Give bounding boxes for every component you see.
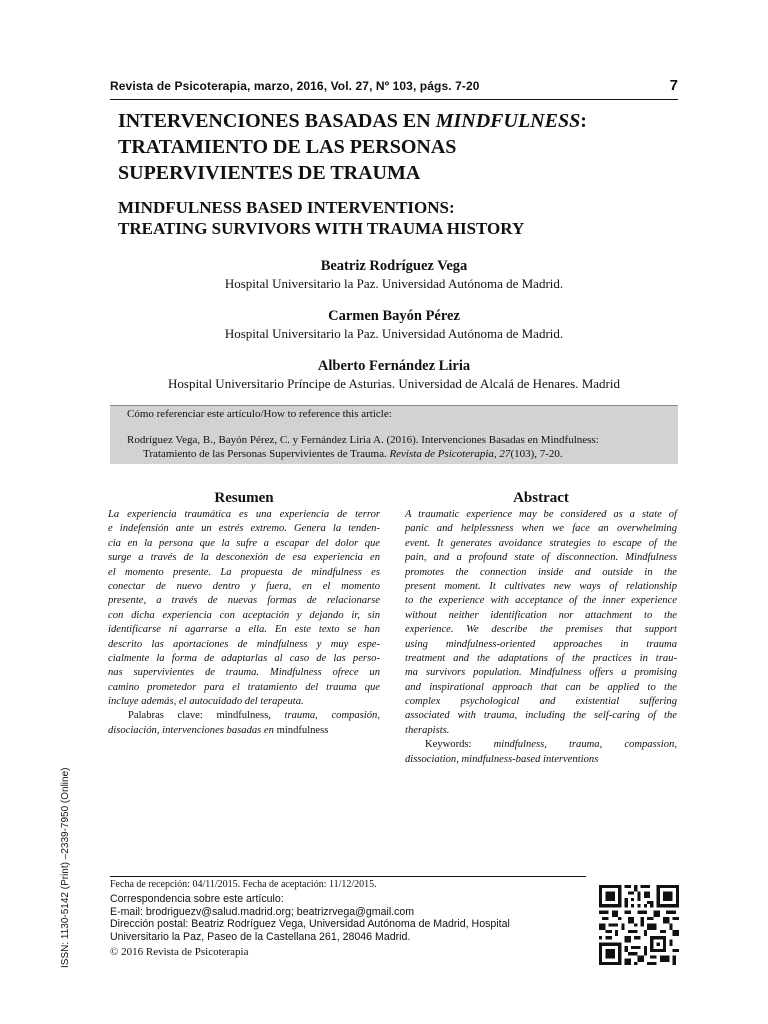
reference-citation: Rodríguez Vega, B., Bayón Pérez, C. y Fernández Liria A. (2016). Intervenciones Basadas en Mindfulness: Tratamiento de las Personas Supervivientes de Trauma. Revista de Psicoterapia, 27(103), 7-20. — [127, 434, 599, 460]
page-number: 7 — [669, 77, 678, 94]
resumen-column — [108, 488, 380, 738]
author-affiliation: Hospital Universitario la Paz. Universidad Autónoma de Madrid. — [224, 326, 564, 341]
correspondence: Correspondencia sobre este artículo: E-mail: brodriguezv@salud.madrid.org; beatrizrvega@gmail.com Dirección postal: Beatriz Rodríguez Vega, Universidad Autónoma de Madrid, Hospital Universitario la Paz, Paseo de la Castellana 261, 28046 Madrid. — [110, 893, 590, 943]
reference-label: Cómo referenciar este artículo/How to reference this article: — [127, 408, 392, 420]
submission-dates: Fecha de recepción: 04/11/2015. Fecha de aceptación: 11/12/2015. — [110, 879, 377, 890]
author-affiliation: Hospital Universitario la Paz. Universidad Autónoma de Madrid. — [224, 276, 564, 291]
title-es-line-2: TRATAMIENTO DE LAS PERSONAS — [118, 136, 457, 158]
issn-label: ISSN: 1130-5142 (Print) –2339-7950 (Online) — [60, 767, 71, 968]
abstract-keywords: Keywords: mindfulness, trauma, compassion, — [425, 739, 677, 751]
footer-notes — [110, 878, 590, 958]
qr-code-icon[interactable] — [599, 885, 679, 965]
title-es-mindfulness: MINDFULNESS — [435, 110, 581, 132]
author-block — [110, 357, 678, 393]
author-name: Alberto Fernández Liria — [317, 358, 471, 374]
title-english — [118, 197, 678, 239]
title-en-line-1: MINDFULNESS BASED INTERVENTIONS: — [118, 198, 455, 217]
copyright: © 2016 Revista de Psicoterapia — [110, 946, 249, 959]
reference-box — [110, 405, 678, 464]
resumen-heading: Resumen — [214, 490, 274, 506]
author-affiliation: Hospital Universitario Príncipe de Asturias. Universidad de Alcalá de Henares. Madrid — [168, 376, 620, 391]
resumen-keywords: Palabras clave: mindfulness, trauma, compasión, — [128, 710, 380, 722]
abstract-heading: Abstract — [513, 490, 569, 506]
running-header — [110, 79, 678, 99]
resumen-body: La experiencia traumática es una experiencia de terror e indefensión ante un estrés extremo. Genera la tenden- cia en la persona que la sufre a escapar del dolor que surge a través de la desconexión de esa experiencia en el momento presente. La propuesta de mindfulness es conectar de nuevo dentro y fuera, en el momento presente, a través de nuevas formas de relacionarse con dicha experiencia con aceptación y dejando ir, sin identificarse ni agarrarse a ella. En este texto se han descrito las aportaciones de mindfulness y muy espe- cialmente la forma de adaptarlas al caso de las perso- nas supervivientes de trauma. Mindfulness ofrece un camino prometedor para el tratamiento del trauma que incluye además, el autocuidado del terapeuta. Palabras clave: mindfulness, trauma, compasión, disociación, intervenciones basadas en mindfulness — [108, 509, 380, 736]
footer-rule — [110, 876, 586, 877]
author-block — [110, 307, 678, 343]
title-spanish — [118, 108, 678, 186]
email-line: E-mail: brodriguezv@salud.madrid.org; beatrizrvega@gmail.com — [110, 905, 415, 918]
abstract-column — [405, 488, 677, 767]
abstract-body: A traumatic experience may be considered as a state of panic and helplessness when we face an overwhelming event. It generates avoidance strategies to escape of the pain, and a profound state of disconnection. Mindfulness promotes the connection inside and outside in the present moment. It cultivates new ways of relationship to the experience with acceptance of the inner experience without neither identification nor attachment to the experience. We describe the premises that support using mindfulness-oriented approaches in trauma treatment and the adaptations of the practices in trau- ma survivors population. Mindfulness offers a promising and inspirational approach that can be applied to the complex psychological and existential suffering associated with trauma, including the self-caring of the therapists. Keywords: mindfulness, trauma, compassion, dissociation, mindfulness-based interventions — [405, 509, 677, 765]
author-name: Beatriz Rodríguez Vega — [320, 258, 468, 274]
journal-citation: Revista de Psicoterapia, marzo, 2016, Vol. 27, Nº 103, págs. 7-20 — [110, 79, 480, 93]
author-name: Carmen Bayón Pérez — [328, 308, 460, 324]
author-block — [110, 257, 678, 293]
title-en-line-2: TREATING SURVIVORS WITH TRAUMA HISTORY — [118, 219, 525, 238]
title-es-line-1: INTERVENCIONES BASADAS EN MINDFULNESS: — [118, 110, 587, 132]
title-es-line-3: SUPERVIVIENTES DE TRAUMA — [118, 162, 421, 184]
header-rule — [110, 99, 678, 100]
